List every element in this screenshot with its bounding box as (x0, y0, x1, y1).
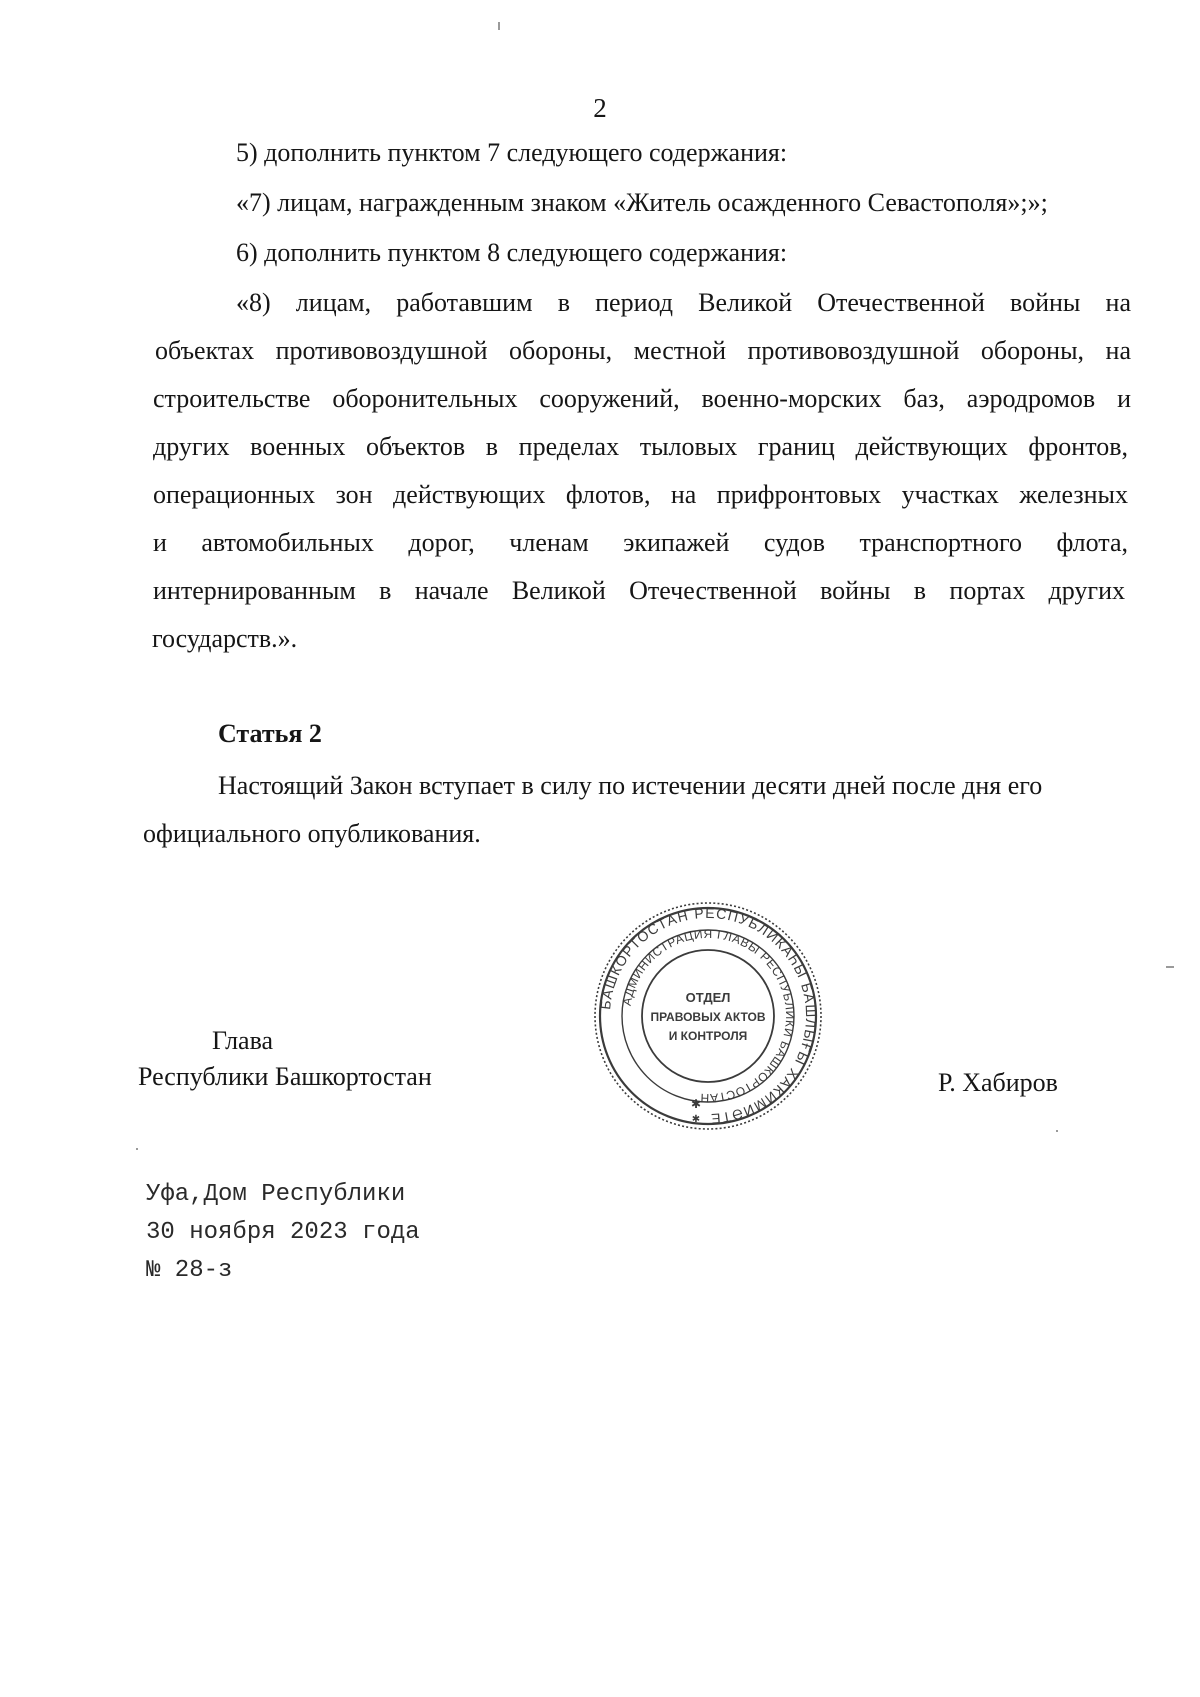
paragraph-8-line-3: строительстве оборонительных сооружений, военно-морских баз, аэродромов и (153, 384, 1131, 413)
paragraph-8-line-5: операционных зон действующих флотов, на прифронтовых участках железных (153, 480, 1128, 509)
signatory-title-line-1: Глава (212, 1026, 274, 1055)
seal-center-line-1: ОТДЕЛ (685, 990, 731, 1005)
paragraph-8-line-8: государств.». (152, 624, 298, 653)
signatory-name: Р. Хабиров (938, 1068, 1058, 1097)
article-2-heading: Статья 2 (218, 719, 322, 748)
signing-date: 30 ноября 2023 года (146, 1219, 420, 1246)
signing-place: Уфа,Дом Республики (146, 1181, 406, 1208)
article-2-line-1: Настоящий Закон вступает в силу по истечении десяти дней после дня его (218, 771, 1043, 800)
item-6: 6) дополнить пунктом 8 следующего содержания: (236, 238, 788, 267)
seal-star-icon: ✱ (690, 1097, 702, 1111)
seal-center-line-2: ПРАВОВЫХ АКТОВ (650, 1010, 766, 1024)
item-7-text: «7) лицам, награжденным знаком «Житель осажденного Севастополя»;»; (236, 188, 1048, 217)
seal-outer-ring-text: БАШКОРТОСТАН РЕСПУБЛИКАҺЫ БАШЛЫҒЫ ХАКИМИӘТЕ (597, 904, 820, 1128)
law-number: № 28-з (146, 1257, 233, 1284)
paragraph-8-line-4: других военных объектов в пределах тыловых границ действующих фронтов, (153, 432, 1128, 461)
scan-speck (1056, 1130, 1058, 1132)
paragraph-8-line-7: интернированным в начале Великой Отечественной войны в портах других (153, 576, 1125, 605)
page-number: 2 (593, 93, 607, 123)
article-2-line-2: официального опубликования. (143, 819, 481, 848)
seal-inner-ring-text: АДМИНИСТРАЦИЯ ГЛАВЫ РЕСПУБЛИКИ БАШКОРТОСТАН (619, 926, 798, 1106)
seal-star-icon: ✱ (691, 1114, 701, 1125)
paragraph-8-line-1: «8) лицам, работавшим в период Великой Отечественной войны на (236, 288, 1131, 317)
signatory-title-line-2: Республики Башкортостан (138, 1062, 432, 1091)
scan-speck (1166, 966, 1174, 968)
paragraph-8-line-2: объектах противовоздушной обороны, местной противовоздушной обороны, на (155, 336, 1131, 365)
scan-speck (498, 22, 500, 30)
scan-speck (136, 1148, 138, 1150)
paragraph-8-line-6: и автомобильных дорог, членам экипажей судов транспортного флота, (153, 528, 1128, 557)
item-5: 5) дополнить пунктом 7 следующего содержания: (236, 138, 788, 167)
official-seal (592, 900, 824, 1132)
seal-center-line-3: И КОНТРОЛЯ (668, 1029, 748, 1043)
